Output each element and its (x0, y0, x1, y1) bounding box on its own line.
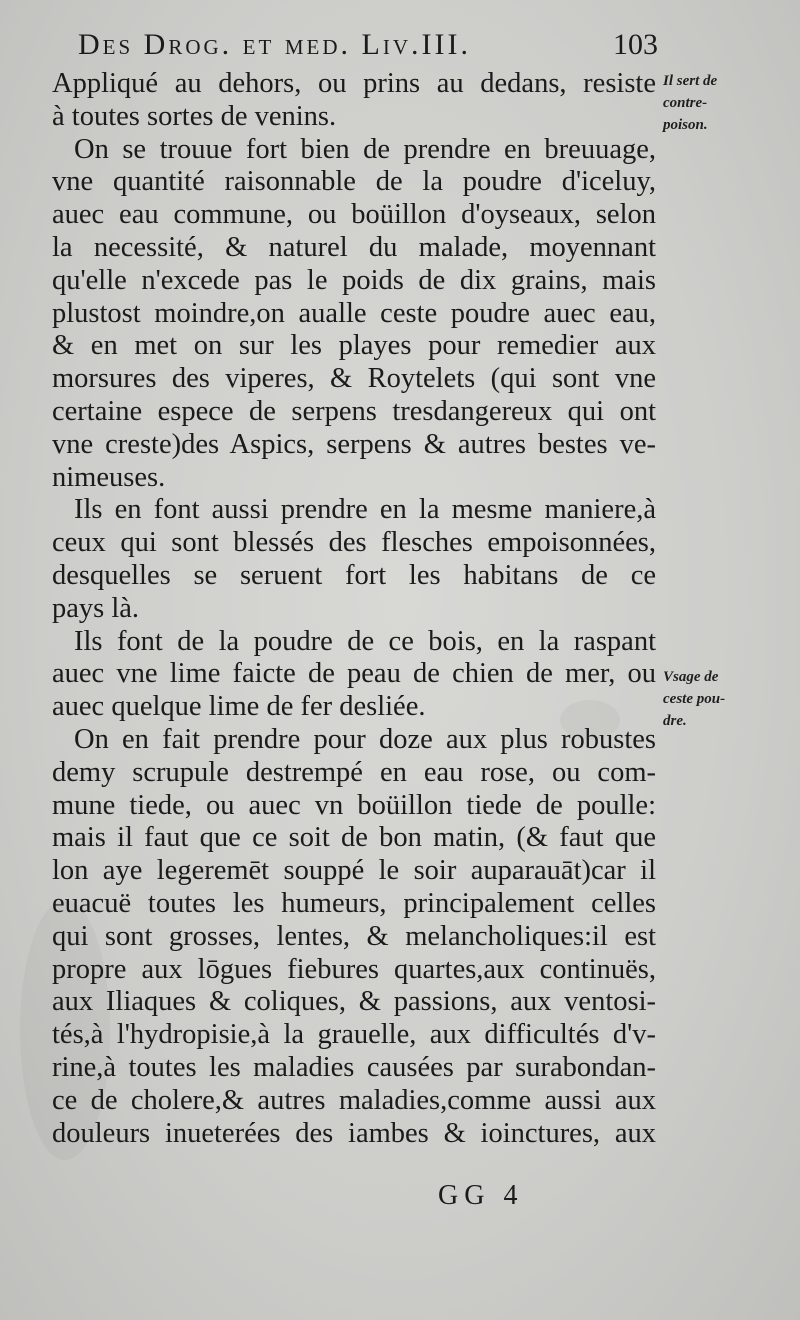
text-line: à toutes sortes de venins. (52, 100, 337, 132)
text-line: propre aux lōgues fiebures quartes,aux continuës, (52, 953, 656, 985)
margin-note-line: poison. (663, 117, 708, 133)
text-line: auec quelque lime de fer desliée. (52, 691, 426, 723)
text-line: douleurs inueterées des iambes & ioinctures, aux (52, 1117, 656, 1149)
text-line: Ils font de la poudre de ce bois, en la raspant (74, 625, 656, 657)
text-line: Ils en font aussi prendre en la mesme maniere,à (74, 494, 656, 526)
text-line: mais il faut que ce soit de bon matin, (& faut que (52, 822, 656, 854)
text-line: rine,à toutes les maladies causées par surabondan- (52, 1051, 656, 1083)
text-line: auec vne lime faicte de peau de chien de mer, ou (52, 658, 656, 690)
running-title: Des Drog. et med. Liv.III. (78, 28, 471, 61)
text-line: lon aye legeremēt souppé le soir auparauāt)car il (52, 855, 656, 887)
text-line: certaine espece de serpens tresdangereux qui ont (52, 395, 656, 427)
page-number: 103 (613, 28, 658, 61)
margin-note-line: Il sert de (663, 73, 718, 89)
text-line: mune tiede, ou auec vn boüillon tiede de poulle: (52, 789, 656, 821)
text-line: qu'elle n'excede pas le poids de dix grains, mais (52, 264, 656, 296)
text-line: la necessité, & naturel du malade, moyennant (52, 231, 656, 263)
text-line: aux Iliaques & coliques, & passions, aux ventosi- (52, 986, 656, 1018)
margin-note-line: contre- (663, 95, 708, 111)
signature-mark: GG 4 (438, 1180, 524, 1211)
margin-note-vsage (663, 666, 743, 732)
margin-note-line: ceste pou- (663, 691, 726, 707)
text-line: Appliqué au dehors, ou prins au dedans, resiste (52, 68, 656, 99)
text-line: On se trouue fort bien de prendre en breuuage, (74, 133, 656, 165)
page-header (78, 28, 658, 68)
text-line: nimeuses. (52, 461, 166, 493)
text-line: auec eau commune, ou boüillon d'oyseaux, selon (52, 199, 656, 231)
text-line: ceux qui sont blessés des flesches empoisonnées, (52, 527, 656, 559)
text-line: plustost moindre,on aualle ceste poudre auec eau, (52, 297, 656, 329)
margin-note-line: dre. (663, 713, 687, 729)
text-line: On en fait prendre pour doze aux plus robustes (74, 723, 656, 755)
text-line: vne creste)des Aspics, serpens & autres bestes ve- (52, 428, 656, 460)
text-line: ce de cholere,& autres maladies,comme aussi aux (52, 1084, 656, 1116)
text-line: tés,à l'hydropisie,à la grauelle, aux difficultés d'v- (52, 1019, 656, 1051)
margin-note-contrepoison (663, 70, 743, 136)
text-line: & en met on sur les playes pour remedier aux (52, 330, 656, 362)
body-text (52, 68, 656, 1150)
text-line: morsures des viperes, & Roytelets (qui sont vne (52, 363, 656, 395)
margin-note-line: Vsage de (663, 669, 719, 685)
text-line: qui sont grosses, lentes, & melancholiques:il est (52, 920, 656, 952)
text-line: vne quantité raisonnable de la poudre d'iceluy, (52, 166, 656, 198)
text-line: euacuë toutes les humeurs, principalement celles (52, 887, 656, 919)
text-line: desquelles se seruent fort les habitans de ce (52, 559, 656, 591)
text-line: pays là. (52, 592, 140, 624)
text-line: demy scrupule destrempé en eau rose, ou com- (52, 756, 656, 788)
